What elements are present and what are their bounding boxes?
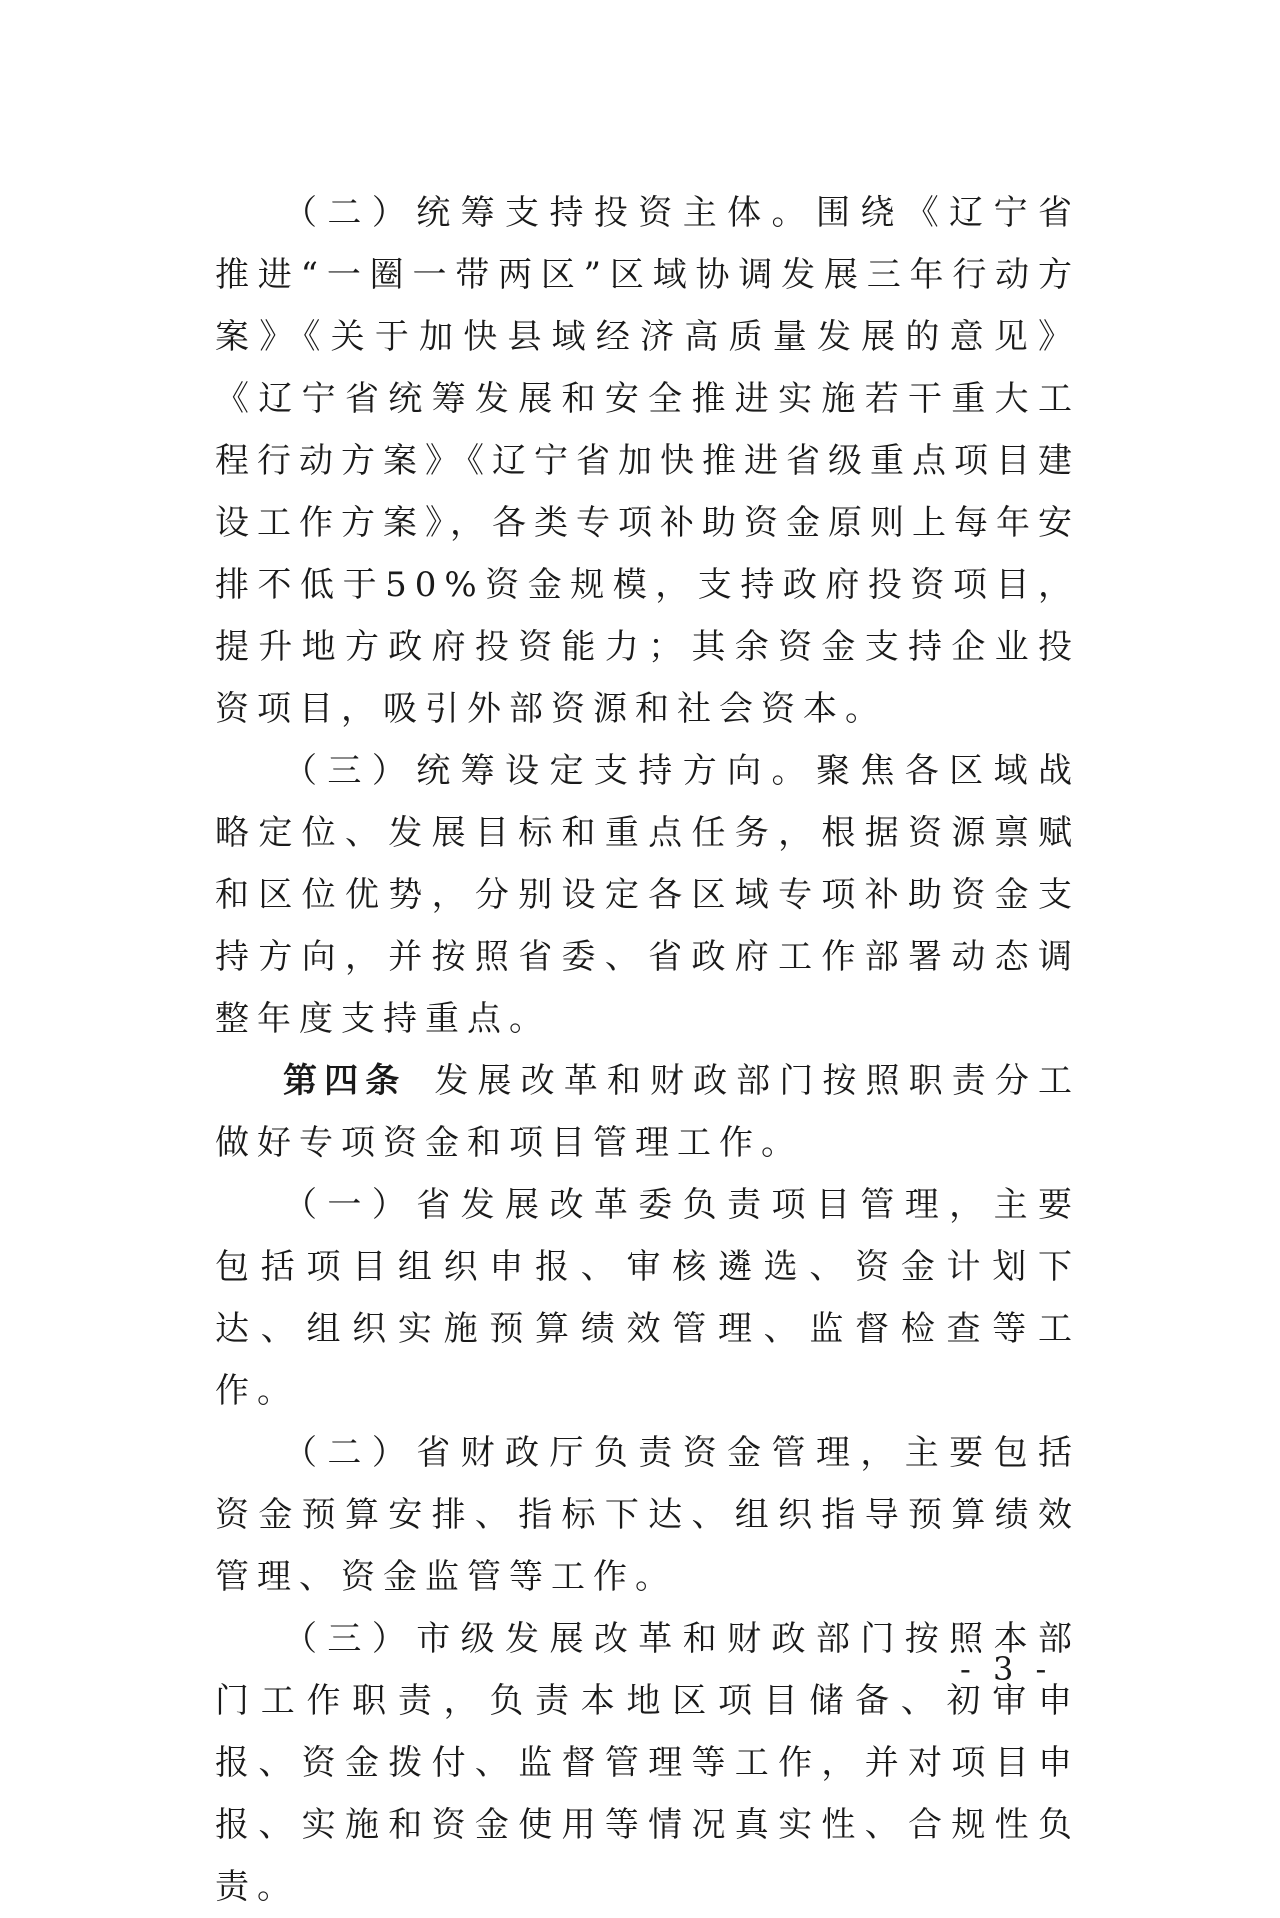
paragraph-ndrc-duties: （一）省发展改革委负责项目管理，主要包括项目组织申报、审核遴选、资金计划下达、组织实施预算绩效管理、监督检查等工作。 bbox=[215, 1185, 1080, 1411]
paragraph-finance-duties: （二）省财政厅负责资金管理，主要包括资金预算安排、指标下达、组织指导预算绩效管理、资金监管等工作。 bbox=[215, 1433, 1080, 1597]
article-four-title: 第四条 bbox=[283, 1061, 407, 1101]
paragraph-investment-subjects: （二）统筹支持投资主体。围绕《辽宁省推进“一圈一带两区”区域协调发展三年行动方案》《关于加快县域经济高质量发展的意见》《辽宁省统筹发展和安全推进实施若干重大工程行动方案》《辽宁省加快推进省级重点项目建设工作方案》，各类专项补助资金原则上每年安排不低于50%资金规模，支持政府投资项目，提升地方政府投资能力；其余资金支持企业投资项目，吸引外部资源和社会资本。 bbox=[215, 193, 1080, 729]
paragraph-article-four bbox=[215, 1050, 1080, 1174]
document-body bbox=[215, 182, 1080, 1918]
paragraph-city-duties: （三）市级发展改革和财政部门按照本部门工作职责，负责本地区项目储备、初审申报、资金拨付、监督管理等工作，并对项目申报、实施和资金使用等情况真实性、合规性负责。 bbox=[215, 1619, 1080, 1907]
article-four-text: 发展改革和财政部门按照职责分工做好专项资金和项目管理工作。 bbox=[215, 1061, 1081, 1163]
page-number: - 3 - bbox=[960, 1650, 1053, 1688]
paragraph-support-direction: （三）统筹设定支持方向。聚焦各区域战略定位、发展目标和重点任务，根据资源禀赋和区位优势，分别设定各区域专项补助资金支持方向，并按照省委、省政府工作部署动态调整年度支持重点。 bbox=[215, 751, 1080, 1039]
